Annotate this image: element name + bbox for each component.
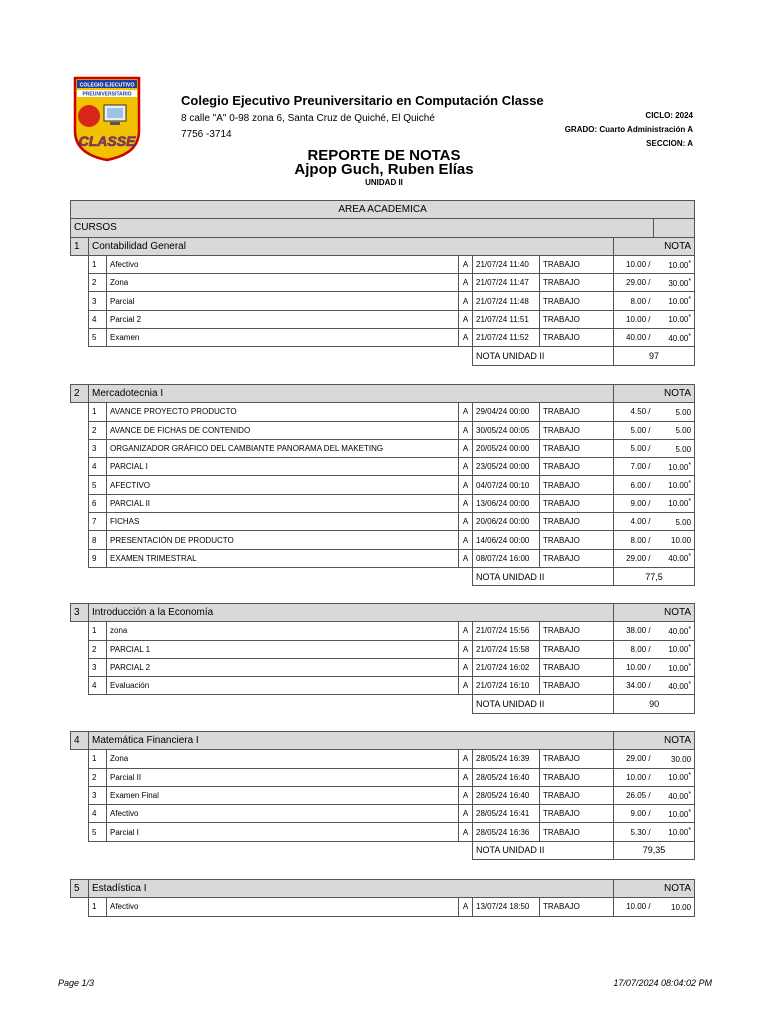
item-mark: * xyxy=(688,827,692,835)
item-number: 7 xyxy=(89,513,107,531)
item-number: 4 xyxy=(89,805,107,823)
item-number: 1 xyxy=(89,898,107,916)
grade-row xyxy=(71,274,695,292)
item-description: PRESENTACIÓN DE PRODUCTO xyxy=(107,531,459,549)
item-type: TRABAJO xyxy=(540,640,614,658)
grade-row xyxy=(71,805,695,823)
item-type: TRABAJO xyxy=(540,677,614,695)
item-number: 3 xyxy=(89,439,107,457)
course-name: Estadística I xyxy=(89,880,614,898)
unit-total-label: NOTA UNIDAD II xyxy=(473,347,614,365)
item-score: 10.00 / xyxy=(614,310,654,328)
item-number: 5 xyxy=(89,329,107,347)
course-name: Contabilidad General xyxy=(89,237,614,255)
item-type: TRABAJO xyxy=(540,805,614,823)
item-description: PARCIAL 1 xyxy=(107,640,459,658)
item-date: 28/05/24 16:40 xyxy=(473,768,540,786)
school-phone: 7756 -3714 xyxy=(181,129,232,140)
item-code: A xyxy=(459,274,473,292)
item-date: 21/07/24 11:48 xyxy=(473,292,540,310)
item-description: Parcial 2 xyxy=(107,310,459,328)
report-title: REPORTE DE NOTAS xyxy=(307,147,461,164)
item-description: ORGANIZADOR GRÁFICO DEL CAMBIANTE PANORAMA DEL MAKETING xyxy=(107,439,459,457)
item-max: 10.00* xyxy=(654,805,695,823)
item-mark: * xyxy=(688,259,692,267)
unit-total-value: 79,35 xyxy=(614,841,695,859)
item-number: 4 xyxy=(89,677,107,695)
item-mark: * xyxy=(688,296,692,304)
course-table xyxy=(70,731,695,860)
item-score: 5.30 / xyxy=(614,823,654,841)
item-code: A xyxy=(459,768,473,786)
item-score: 40.00 / xyxy=(614,329,654,347)
course-name: Introducción a la Economía xyxy=(89,604,614,622)
item-score: 8.00 / xyxy=(614,292,654,310)
item-code: A xyxy=(459,458,473,476)
cursos-header: CURSOS xyxy=(71,219,654,237)
unit-total-label: NOTA UNIDAD II xyxy=(473,841,614,859)
item-score: 8.00 / xyxy=(614,531,654,549)
course-table xyxy=(70,603,695,714)
item-mark: * xyxy=(688,680,692,688)
item-description: Examen xyxy=(107,329,459,347)
item-date: 28/05/24 16:41 xyxy=(473,805,540,823)
item-number: 8 xyxy=(89,531,107,549)
item-number: 2 xyxy=(89,421,107,439)
item-max: 10.00* xyxy=(654,823,695,841)
item-mark: * xyxy=(688,480,692,488)
item-number: 3 xyxy=(89,786,107,804)
grade-row xyxy=(71,494,695,512)
grade-row xyxy=(71,513,695,531)
item-type: TRABAJO xyxy=(540,768,614,786)
item-max: 30.00 xyxy=(654,750,695,768)
item-date: 28/05/24 16:40 xyxy=(473,786,540,804)
item-number: 6 xyxy=(89,494,107,512)
item-score: 34.00 / xyxy=(614,677,654,695)
item-number: 1 xyxy=(89,403,107,421)
item-code: A xyxy=(459,403,473,421)
item-score: 29.00 / xyxy=(614,274,654,292)
item-score: 10.00 / xyxy=(614,658,654,676)
item-number: 2 xyxy=(89,640,107,658)
nota-header: NOTA xyxy=(614,880,695,898)
item-description: Examen Final xyxy=(107,786,459,804)
grade-row xyxy=(71,658,695,676)
course-block xyxy=(70,731,694,860)
nota-header: NOTA xyxy=(614,385,695,403)
grade-row xyxy=(71,531,695,549)
item-type: TRABAJO xyxy=(540,458,614,476)
item-score: 10.00 / xyxy=(614,898,654,916)
item-max: 5.00 xyxy=(654,439,695,457)
nota-header: NOTA xyxy=(614,237,695,255)
item-type: TRABAJO xyxy=(540,622,614,640)
item-mark: * xyxy=(688,644,692,652)
item-score: 29.00 / xyxy=(614,549,654,567)
item-type: TRABAJO xyxy=(540,421,614,439)
unit-total-value: 90 xyxy=(614,695,695,713)
item-number: 5 xyxy=(89,823,107,841)
item-type: TRABAJO xyxy=(540,531,614,549)
item-max: 10.00* xyxy=(654,255,695,273)
item-number: 2 xyxy=(89,274,107,292)
item-score: 9.00 / xyxy=(614,494,654,512)
grade-row xyxy=(71,421,695,439)
item-number: 9 xyxy=(89,549,107,567)
item-code: A xyxy=(459,421,473,439)
item-max: 40.00* xyxy=(654,329,695,347)
item-type: TRABAJO xyxy=(540,255,614,273)
item-number: 3 xyxy=(89,292,107,310)
item-max: 10.00* xyxy=(654,292,695,310)
grade-row xyxy=(71,640,695,658)
item-date: 20/06/24 00:00 xyxy=(473,513,540,531)
item-type: TRABAJO xyxy=(540,292,614,310)
unit-total-label: NOTA UNIDAD II xyxy=(473,567,614,585)
course-name: Mercadotecnia I xyxy=(89,385,614,403)
item-date: 21/07/24 11:40 xyxy=(473,255,540,273)
ciclo-label: CICLO: 2024 xyxy=(645,111,693,120)
item-number: 1 xyxy=(89,622,107,640)
course-table xyxy=(70,200,695,366)
course-table xyxy=(70,879,695,917)
item-date: 21/07/24 15:58 xyxy=(473,640,540,658)
item-date: 04/07/24 00:10 xyxy=(473,476,540,494)
grade-row xyxy=(71,823,695,841)
item-description: Zona xyxy=(107,274,459,292)
item-description: Afectivo xyxy=(107,255,459,273)
item-description: AFECTIVO xyxy=(107,476,459,494)
item-code: A xyxy=(459,658,473,676)
item-date: 14/06/24 00:00 xyxy=(473,531,540,549)
item-number: 3 xyxy=(89,658,107,676)
item-code: A xyxy=(459,439,473,457)
item-type: TRABAJO xyxy=(540,823,614,841)
course-table xyxy=(70,384,695,586)
item-code: A xyxy=(459,531,473,549)
item-max: 10.00 xyxy=(654,531,695,549)
item-type: TRABAJO xyxy=(540,513,614,531)
svg-text:PREUNIVERSITARIO: PREUNIVERSITARIO xyxy=(82,91,132,98)
course-number: 2 xyxy=(71,385,89,403)
item-number: 5 xyxy=(89,476,107,494)
item-type: TRABAJO xyxy=(540,476,614,494)
item-code: A xyxy=(459,786,473,804)
grade-row xyxy=(71,750,695,768)
unit-label: UNIDAD II xyxy=(365,178,403,187)
item-max: 5.00 xyxy=(654,403,695,421)
item-date: 13/06/24 00:00 xyxy=(473,494,540,512)
item-mark: * xyxy=(688,461,692,469)
item-max: 10.00* xyxy=(654,458,695,476)
grade-row xyxy=(71,768,695,786)
grade-row xyxy=(71,403,695,421)
item-mark: * xyxy=(688,314,692,322)
course-number: 3 xyxy=(71,604,89,622)
item-mark: * xyxy=(688,662,692,670)
item-code: A xyxy=(459,805,473,823)
item-max: 10.00* xyxy=(654,494,695,512)
item-max: 10.00* xyxy=(654,640,695,658)
item-description: AVANCE DE FICHAS DE CONTENIDO xyxy=(107,421,459,439)
item-max: 10.00* xyxy=(654,310,695,328)
item-type: TRABAJO xyxy=(540,549,614,567)
item-type: TRABAJO xyxy=(540,439,614,457)
item-type: TRABAJO xyxy=(540,898,614,916)
item-max: 40.00* xyxy=(654,622,695,640)
item-description: PARCIAL 2 xyxy=(107,658,459,676)
item-description: Afectivo xyxy=(107,898,459,916)
item-type: TRABAJO xyxy=(540,494,614,512)
item-code: A xyxy=(459,310,473,328)
unit-total-value: 77,5 xyxy=(614,567,695,585)
item-description: PARCIAL II xyxy=(107,494,459,512)
grade-row xyxy=(71,329,695,347)
item-code: A xyxy=(459,292,473,310)
item-date: 21/07/24 16:02 xyxy=(473,658,540,676)
print-timestamp: 17/07/2024 08:04:02 PM xyxy=(613,978,712,988)
unit-total-value: 97 xyxy=(614,347,695,365)
item-score: 5.00 / xyxy=(614,439,654,457)
school-address: 8 calle "A" 0-98 zona 6, Santa Cruz de Quiché, El Quiché xyxy=(181,113,435,124)
item-number: 2 xyxy=(89,768,107,786)
course-block xyxy=(70,603,694,714)
item-date: 29/04/24 00:00 xyxy=(473,403,540,421)
item-code: A xyxy=(459,750,473,768)
item-number: 4 xyxy=(89,458,107,476)
item-score: 7.00 / xyxy=(614,458,654,476)
nota-header: NOTA xyxy=(614,604,695,622)
item-date: 23/05/24 00:00 xyxy=(473,458,540,476)
item-code: A xyxy=(459,513,473,531)
item-max: 10.00 xyxy=(654,898,695,916)
item-code: A xyxy=(459,494,473,512)
item-number: 1 xyxy=(89,255,107,273)
item-description: EXAMEN TRIMESTRAL xyxy=(107,549,459,567)
item-date: 28/05/24 16:36 xyxy=(473,823,540,841)
grade-row xyxy=(71,786,695,804)
item-max: 10.00* xyxy=(654,476,695,494)
grado-label: GRADO: Cuarto Administración A xyxy=(564,125,693,134)
item-mark: * xyxy=(688,772,692,780)
item-type: TRABAJO xyxy=(540,329,614,347)
item-max: 10.00* xyxy=(654,768,695,786)
item-max: 5.00 xyxy=(654,421,695,439)
svg-text:COLEGIO EJECUTIVO: COLEGIO EJECUTIVO xyxy=(79,82,135,89)
item-date: 13/07/24 18:50 xyxy=(473,898,540,916)
item-mark: * xyxy=(688,553,692,561)
area-header: AREA ACADEMICA xyxy=(71,201,695,219)
item-type: TRABAJO xyxy=(540,658,614,676)
item-max: 30.00* xyxy=(654,274,695,292)
course-number: 4 xyxy=(71,732,89,750)
item-description: Evaluación xyxy=(107,677,459,695)
grade-row xyxy=(71,677,695,695)
grade-row xyxy=(71,292,695,310)
item-score: 8.00 / xyxy=(614,640,654,658)
item-date: 21/07/24 15:56 xyxy=(473,622,540,640)
unit-total-label: NOTA UNIDAD II xyxy=(473,695,614,713)
item-description: zona xyxy=(107,622,459,640)
item-code: A xyxy=(459,898,473,916)
item-date: 30/05/24 00:05 xyxy=(473,421,540,439)
item-number: 4 xyxy=(89,310,107,328)
item-code: A xyxy=(459,640,473,658)
item-max: 40.00* xyxy=(654,677,695,695)
item-date: 20/05/24 00:00 xyxy=(473,439,540,457)
school-name: Colegio Ejecutivo Preuniversitario en Computación Classe xyxy=(181,93,544,108)
item-type: TRABAJO xyxy=(540,310,614,328)
page-number: Page 1/3 xyxy=(58,978,95,988)
item-code: A xyxy=(459,255,473,273)
item-score: 9.00 / xyxy=(614,805,654,823)
item-code: A xyxy=(459,329,473,347)
course-number: 1 xyxy=(71,237,89,255)
item-code: A xyxy=(459,677,473,695)
item-date: 21/07/24 11:52 xyxy=(473,329,540,347)
course-name: Matemática Financiera I xyxy=(89,732,614,750)
item-mark: * xyxy=(688,625,692,633)
nota-header: NOTA xyxy=(614,732,695,750)
item-max: 40.00* xyxy=(654,549,695,567)
item-mark: * xyxy=(688,332,692,340)
item-score: 6.00 / xyxy=(614,476,654,494)
item-type: TRABAJO xyxy=(540,274,614,292)
item-mark: * xyxy=(688,808,692,816)
item-score: 29.00 / xyxy=(614,750,654,768)
item-description: Afectivo xyxy=(107,805,459,823)
item-max: 40.00* xyxy=(654,786,695,804)
item-type: TRABAJO xyxy=(540,403,614,421)
grade-row xyxy=(71,549,695,567)
course-number: 5 xyxy=(71,880,89,898)
item-code: A xyxy=(459,549,473,567)
item-max: 5.00 xyxy=(654,513,695,531)
item-score: 4.00 / xyxy=(614,513,654,531)
item-mark: * xyxy=(688,498,692,506)
item-description: Zona xyxy=(107,750,459,768)
item-date: 21/07/24 16:10 xyxy=(473,677,540,695)
item-score: 38.00 / xyxy=(614,622,654,640)
item-description: Parcial II xyxy=(107,768,459,786)
student-name: Ajpop Guch, Ruben Elías xyxy=(294,161,474,178)
item-date: 21/07/24 11:51 xyxy=(473,310,540,328)
course-block xyxy=(70,200,694,366)
item-code: A xyxy=(459,823,473,841)
grade-row xyxy=(71,458,695,476)
item-score: 10.00 / xyxy=(614,255,654,273)
course-block xyxy=(70,879,694,917)
item-mark: * xyxy=(688,790,692,798)
grade-row xyxy=(71,622,695,640)
grade-row xyxy=(71,255,695,273)
item-score: 4.50 / xyxy=(614,403,654,421)
item-description: Parcial xyxy=(107,292,459,310)
item-date: 21/07/24 11:47 xyxy=(473,274,540,292)
item-date: 08/07/24 16:00 xyxy=(473,549,540,567)
item-description: AVANCE PROYECTO PRODUCTO xyxy=(107,403,459,421)
item-score: 5.00 / xyxy=(614,421,654,439)
item-mark: * xyxy=(688,277,692,285)
item-score: 26.05 / xyxy=(614,786,654,804)
grade-row xyxy=(71,898,695,916)
grade-row xyxy=(71,310,695,328)
item-type: TRABAJO xyxy=(540,786,614,804)
item-score: 10.00 / xyxy=(614,768,654,786)
grade-row xyxy=(71,439,695,457)
item-description: PARCIAL I xyxy=(107,458,459,476)
item-code: A xyxy=(459,622,473,640)
svg-text:CLASSE: CLASSE xyxy=(78,133,136,149)
item-code: A xyxy=(459,476,473,494)
course-block xyxy=(70,384,694,586)
seccion-label: SECCION: A xyxy=(646,139,693,148)
item-date: 28/05/24 16:39 xyxy=(473,750,540,768)
item-description: Parcial I xyxy=(107,823,459,841)
item-description: FICHAS xyxy=(107,513,459,531)
item-max: 10.00* xyxy=(654,658,695,676)
item-type: TRABAJO xyxy=(540,750,614,768)
grade-row xyxy=(71,476,695,494)
item-number: 1 xyxy=(89,750,107,768)
